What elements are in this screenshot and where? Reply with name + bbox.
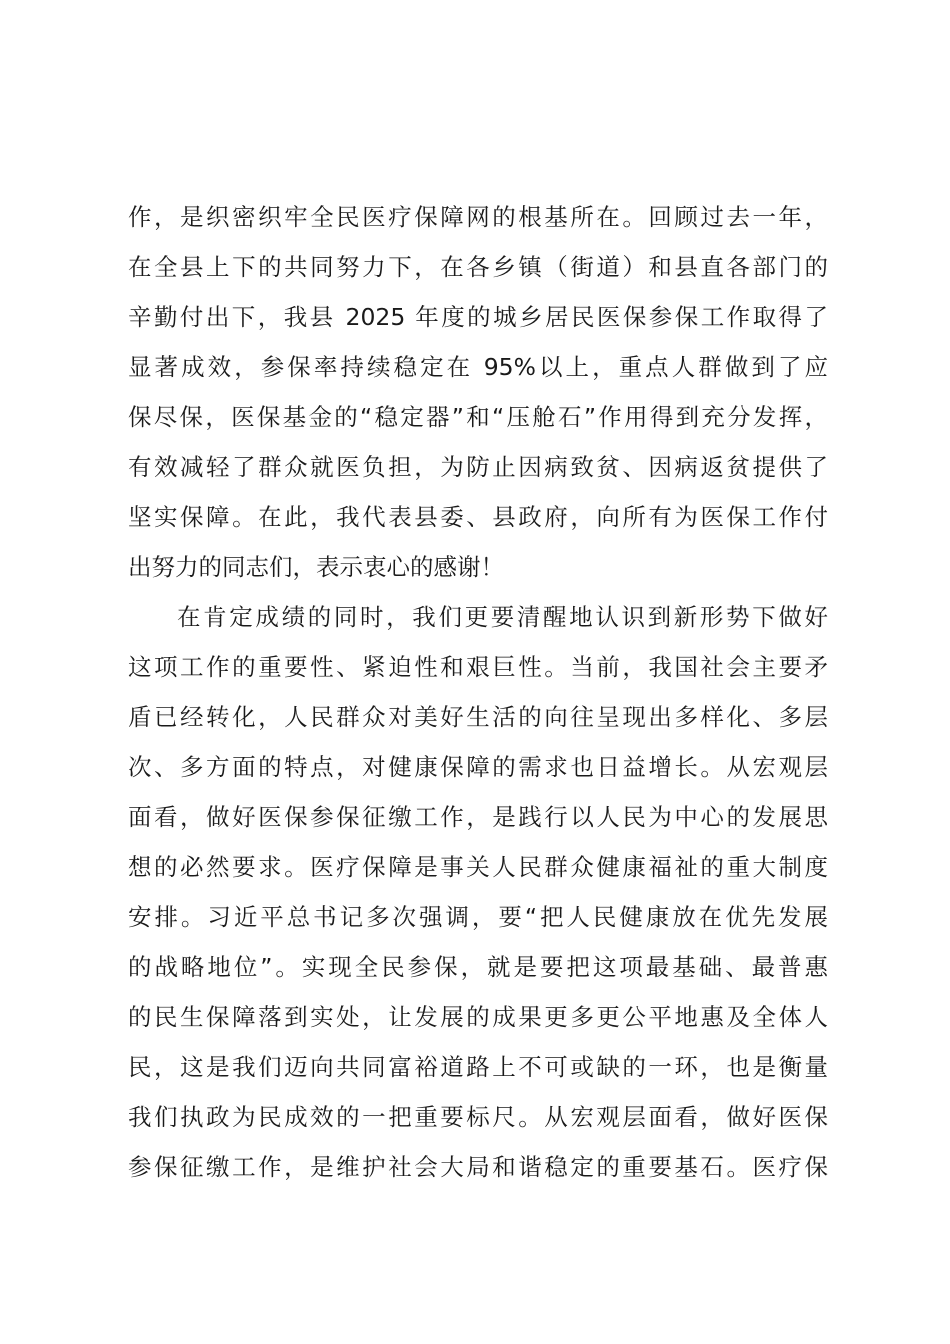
text-line: 坚实保障。在此，我代表县委、县政府，向所有为医保工作付 [128,503,828,531]
text-line: 在肯定成绩的同时，我们更要清醒地认识到新形势下做好 [177,603,828,631]
text-line: 民，这是我们迈向共同富裕道路上不可或缺的一环，也是衡量 [128,1053,828,1081]
text-line: 盾已经转化，人民群众对美好生活的向往呈现出多样化、多层 [128,703,828,731]
document-body [128,192,828,1192]
text-line: 这项工作的重要性、紧迫性和艰巨性。当前，我国社会主要矛 [128,653,828,681]
text-line: 我们执政为民成效的一把重要标尺。从宏观层面看，做好医保 [128,1103,828,1131]
text-line: 作，是织密织牢全民医疗保障网的根基所在。回顾过去一年， [128,203,828,231]
text-line: 保尽保，医保基金的“稳定器”和“压舱石”作用得到充分发挥， [128,403,828,431]
text-line: 面看，做好医保参保征缴工作，是践行以人民为中心的发展思 [128,803,828,831]
text-line: 的民生保障落到实处，让发展的成果更多更公平地惠及全体人 [128,1003,828,1031]
text-line: 在全县上下的共同努力下，在各乡镇（街道）和县直各部门的 [128,253,828,281]
paragraph-2 [128,592,828,1192]
text-line: 出努力的同志们，表示衷心的感谢！ [128,553,504,581]
text-line: 有效减轻了群众就医负担，为防止因病致贫、因病返贫提供了 [128,453,828,481]
text-line: 参保征缴工作，是维护社会大局和谐稳定的重要基石。医疗保 [128,1153,828,1181]
text-line: 次、多方面的特点，对健康保障的需求也日益增长。从宏观层 [128,753,828,781]
text-line: 的战略地位”。实现全民参保，就是要把这项最基础、最普惠 [128,953,828,981]
text-line: 辛勤付出下，我县 2025 年度的城乡居民医保参保工作取得了 [128,303,828,331]
text-line: 安排。习近平总书记多次强调，要“把人民健康放在优先发展 [128,903,828,931]
text-line: 显著成效，参保率持续稳定在 95%以上，重点人群做到了应 [128,353,828,381]
paragraph-1 [128,192,828,592]
text-line: 想的必然要求。医疗保障是事关人民群众健康福祉的重大制度 [128,853,828,881]
